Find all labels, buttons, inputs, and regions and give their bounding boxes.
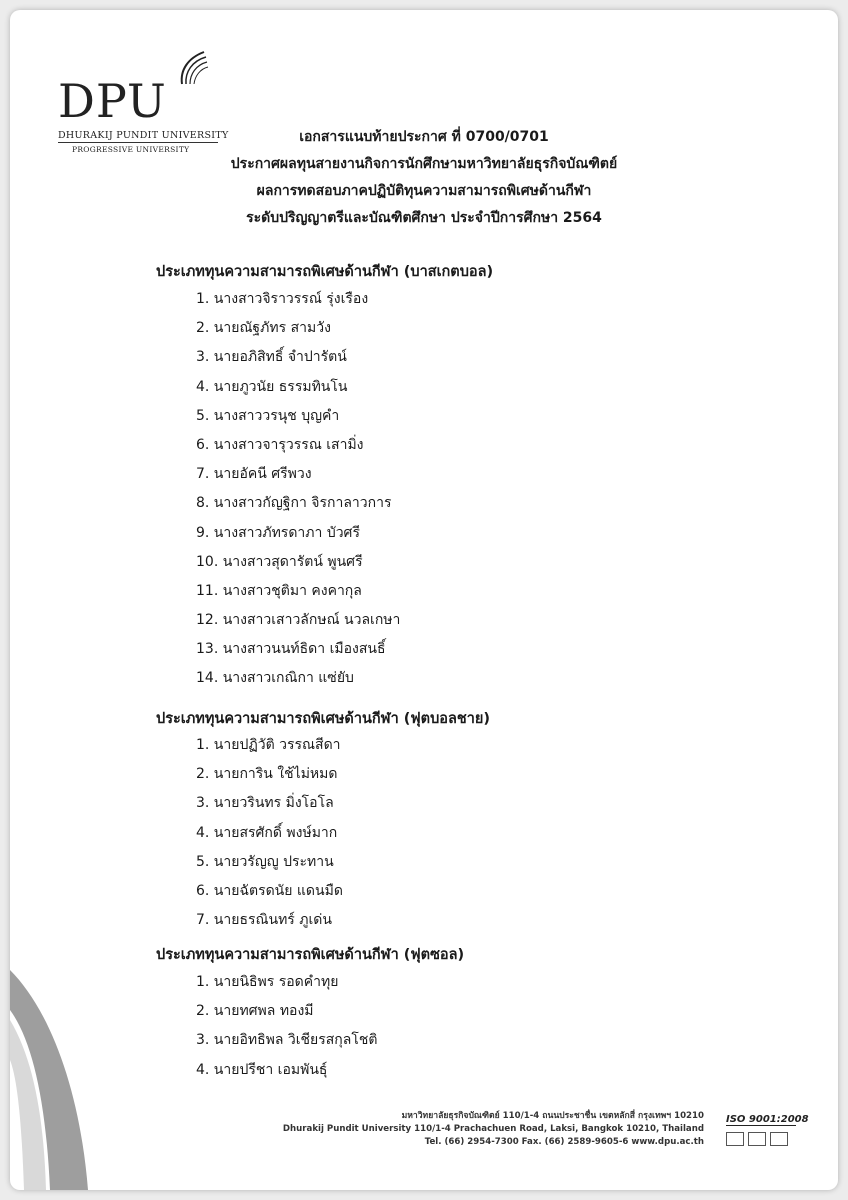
list-item: 12. นางสาวเสาวลักษณ์ นวลเกษา bbox=[196, 612, 401, 629]
list-item: 13. นางสาวนนท์ธิดา เมืองสนธิ์ bbox=[196, 641, 386, 658]
list-item: 4. นายปรีชา เอมพันธุ์ bbox=[196, 1061, 328, 1078]
name-list-football bbox=[196, 731, 343, 935]
list-item: 5. นางสาววรนุช บุญคำ bbox=[196, 407, 340, 424]
list-item: 2. นายทศพล ทองมี bbox=[196, 1003, 314, 1020]
list-item: 7. นายธรณินทร์ ภูเด่น bbox=[196, 912, 332, 929]
list-item: 8. นางสาวกัญฐิกา จิรกาลาวการ bbox=[196, 495, 392, 512]
list-item: 1. นางสาวจิราวรรณ์ รุ่งเรือง bbox=[196, 291, 369, 307]
certification-badges bbox=[726, 1132, 796, 1146]
list-item: 1. นายนิธิพร รอดคำทุย bbox=[196, 974, 339, 990]
name-list-futsal bbox=[196, 968, 377, 1085]
list-item: 4. นายสรศักดิ์ พงษ์มาก bbox=[196, 824, 338, 841]
heading-line-1: เอกสารแนบท้ายประกาศ ที่ 0700/0701 bbox=[299, 129, 549, 145]
name-list-basketball bbox=[196, 285, 400, 694]
list-item: 3. นายอิทธิพล วิเชียรสกุลโชติ bbox=[196, 1032, 378, 1049]
list-item: 11. นางสาวชุติมา คงคากุล bbox=[196, 582, 362, 599]
footer-address-thai: มหาวิทยาลัยธุรกิจบัณฑิตย์ 110/1-4 ถนนประชาชื่น เขตหลักสี่ กรุงเทพฯ 10210 bbox=[401, 1111, 704, 1121]
footer-address-english: Dhurakij Pundit University 110/1-4 Prachachuen Road, Laksi, Bangkok 10210, Thailand bbox=[282, 1124, 704, 1134]
logo-swirl-icon bbox=[176, 48, 210, 88]
cert-badge-icon bbox=[748, 1132, 766, 1146]
section-title-football: ประเภททุนความสามารถพิเศษด้านกีฬา (ฟุตบอลชาย) bbox=[156, 711, 490, 727]
heading-line-2: ประกาศผลทุนสายงานกิจการนักศึกษามหาวิทยาลัยธุรกิจบัณฑิตย์ bbox=[230, 156, 618, 172]
list-item: 4. นายภูวนัย ธรรมทินโน bbox=[196, 378, 348, 395]
list-item: 5. นายวรัญญู ประทาน bbox=[196, 853, 334, 870]
list-item: 2. นายการิน ใช้ไม่หมด bbox=[196, 766, 338, 783]
list-item: 3. นายวรินทร มิ่งโอโล bbox=[196, 795, 334, 812]
list-item: 10. นางสาวสุดารัตน์ พูนศรี bbox=[196, 553, 363, 570]
iso-label: ISO 9001:2008 bbox=[726, 1114, 809, 1125]
document-page bbox=[10, 10, 838, 1190]
list-item: 1. นายปฏิวัติ วรรณสีดา bbox=[196, 737, 341, 753]
heading-line-3: ผลการทดสอบภาคปฏิบัติทุนความสามารถพิเศษด้านกีฬา bbox=[256, 183, 592, 199]
logo-tagline: PROGRESSIVE UNIVERSITY bbox=[72, 145, 190, 154]
footer-contact: Tel. (66) 2954-7300 Fax. (66) 2589-9605-6 www.dpu.ac.th bbox=[424, 1137, 704, 1147]
cert-badge-icon bbox=[726, 1132, 744, 1146]
list-item: 14. นางสาวเกณิกา แซ่ยับ bbox=[196, 670, 354, 687]
heading-line-4: ระดับปริญญาตรีและบัณฑิตศึกษา ประจำปีการศึกษา 2564 bbox=[246, 210, 602, 226]
footer-address bbox=[283, 1110, 704, 1149]
section-title-basketball: ประเภททุนความสามารถพิเศษด้านกีฬา (บาสเกตบอล) bbox=[156, 264, 494, 280]
document-heading bbox=[10, 124, 838, 232]
list-item: 9. นางสาวภัทรดาภา บัวศรี bbox=[196, 524, 360, 541]
logo-wordmark: DPU bbox=[58, 74, 167, 128]
list-item: 3. นายอภิสิทธิ์ จำปารัตน์ bbox=[196, 349, 347, 366]
list-item: 6. นางสาวจารุวรรณ เสามิ่ง bbox=[196, 436, 364, 453]
list-item: 7. นายอัคนี ศรีพวง bbox=[196, 466, 312, 483]
cert-badge-icon bbox=[770, 1132, 788, 1146]
iso-certification bbox=[726, 1114, 809, 1160]
section-title-futsal: ประเภททุนความสามารถพิเศษด้านกีฬา (ฟุตซอล) bbox=[156, 947, 465, 963]
list-item: 2. นายณัฐภัทร สามวัง bbox=[196, 320, 331, 337]
list-item: 6. นายฉัตรดนัย แดนมืด bbox=[196, 882, 343, 899]
logo-university-name: DHURAKIJ PUNDIT UNIVERSITY bbox=[58, 130, 229, 141]
